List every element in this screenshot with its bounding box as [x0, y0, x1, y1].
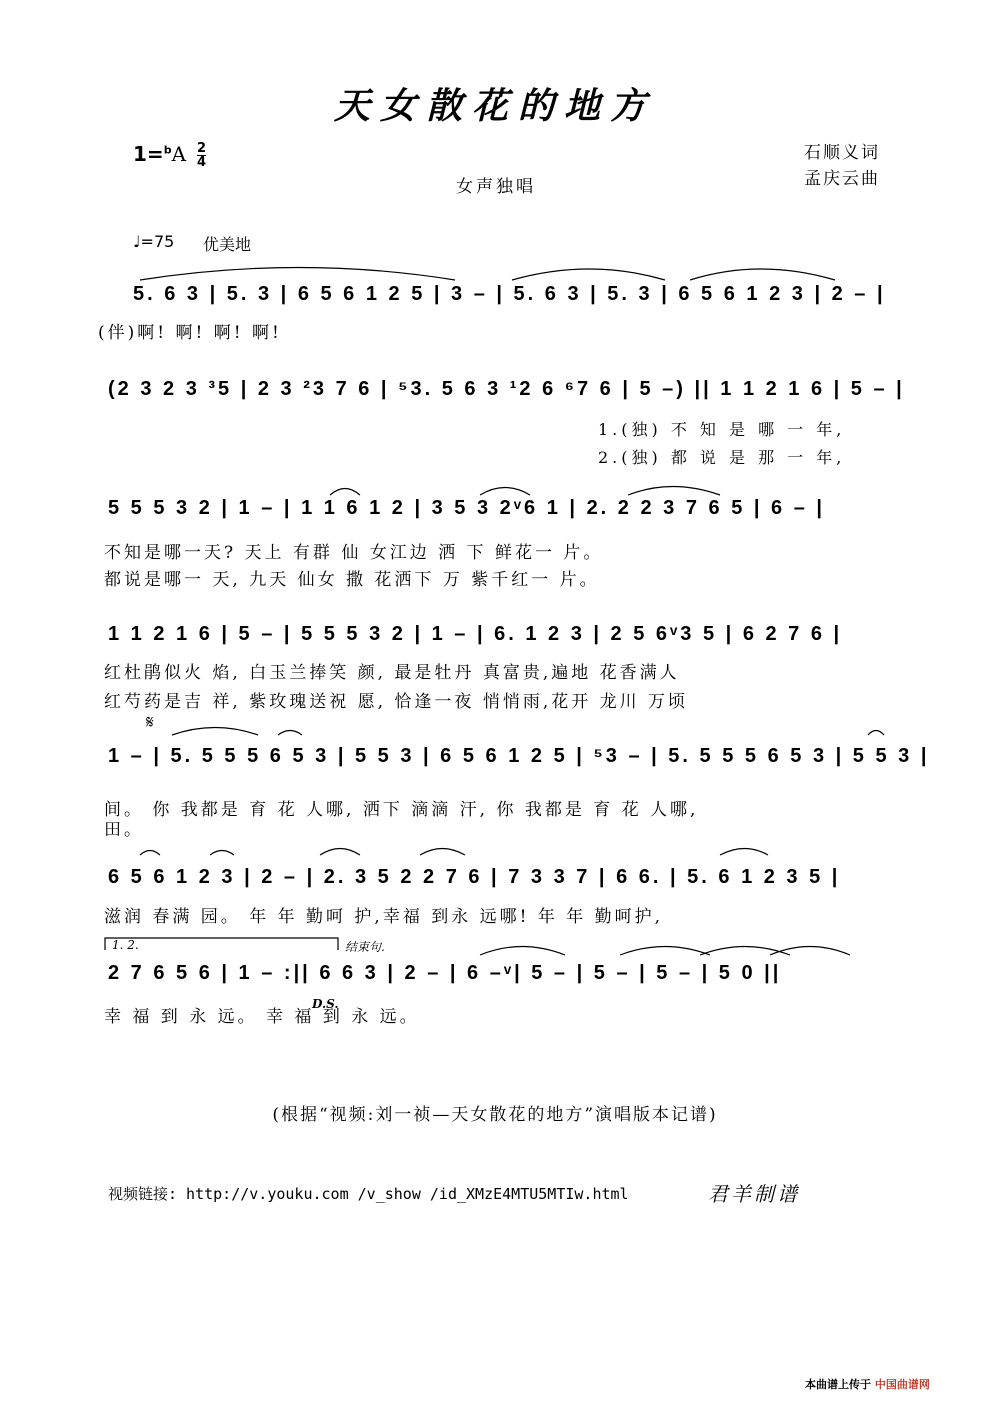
tempo-marking: ♩=75: [133, 232, 175, 251]
slur-arc: [868, 731, 884, 736]
slur-arc: [770, 947, 850, 956]
footer: [805, 1376, 930, 1392]
slur-arc: [420, 849, 465, 856]
footer-text: 本曲谱上传于: [805, 1378, 871, 1391]
slur-arc: [278, 731, 302, 736]
dal-segno-marking: D.S.: [312, 997, 339, 1011]
system-7-notes: 2 7 6 5 6 | 1 – :|| 6 6 3 | 2 – | 6 –ᵛ| 5 – | 5 – | 5 – | 5 0 ||: [108, 962, 782, 984]
segno-sign: 𝄋: [146, 712, 154, 733]
system-2-notes: (2 3 2 3 ³5 | 2 3 ²3 7 6 | ⁵3. 5 6 3 ¹2 6 ⁶7 6 | 5 –) || 1 1 2 1 6 | 5 – |: [108, 378, 905, 400]
meter-top: 2: [196, 141, 207, 156]
system-4-notes: 1 1 2 1 6 | 5 – | 5 5 5 3 2 | 1 – | 6. 1 2 3 | 2 5 6ᵛ3 5 | 6 2 7 6 |: [108, 623, 843, 645]
key-prefix: 1=: [133, 142, 164, 166]
slur-arc: [320, 849, 360, 856]
volta-bracket: [105, 938, 338, 950]
key-note: A: [171, 142, 187, 166]
slur-arc: [172, 728, 258, 736]
flat-sign: b: [163, 143, 172, 157]
volta-label: 1. 2.: [112, 938, 139, 952]
source-note: (根据“视频:刘一祯—天女散花的地方”演唱版本记谱): [272, 1105, 718, 1125]
slur-arc: [628, 487, 720, 496]
slur-arc: [700, 947, 790, 956]
slur-arc: [480, 947, 565, 956]
system-3-lyrics-verse-2: 都说是哪一 天, 九天 仙女 撒 花洒下 万 紫千红一 片。: [104, 570, 600, 590]
slur-arc: [140, 851, 160, 856]
system-4-lyrics-verse-1: 红杜鹃似火 焰, 白玉兰捧笑 颜, 最是牡丹 真富贵,遍地 花香满人: [104, 663, 680, 683]
page-title: 天女散花的地方: [333, 85, 656, 127]
ending-label: 结束句.: [345, 940, 385, 954]
system-2-lyrics-verse-2: 2.(独) 都 说 是 那 一 年,: [598, 448, 846, 467]
slur-arc: [330, 489, 360, 496]
slur-arc: [620, 947, 710, 956]
system-1-notes: 5. 6 3 | 5. 3 | 6 5 6 1 2 5 | 3 – | 5. 6 3 | 5. 3 | 6 5 6 1 2 3 | 2 – |: [133, 283, 886, 305]
system-3-notes: 5 5 5 3 2 | 1 – | 1 1 6 1 2 | 3 5 3 2ᵛ6 1 | 2. 2 2 3 7 6 5 | 6 – |: [108, 497, 825, 519]
slur-arc: [690, 269, 835, 280]
system-5-lyrics-verse-1: 间。 你 我都是 育 花 人哪, 洒下 滴滴 汗, 你 我都是 育 花 人哪,: [104, 800, 699, 820]
slur-arc: [210, 851, 234, 856]
system-4-lyrics-verse-2: 红芍药是吉 祥, 紫玫瑰送祝 愿, 恰逢一夜 悄悄雨,花开 龙川 万顷: [104, 692, 689, 712]
system-5-notes: 1 – | 5. 5 5 5 6 5 3 | 5 5 3 | 6 5 6 1 2 5 | ⁵3 – | 5. 5 5 5 6 5 3 | 5 5 3 |: [108, 745, 930, 767]
system-3-lyrics-verse-1: 不知是哪一天? 天上 有群 仙 女江边 洒 下 鲜花一 片。: [104, 543, 604, 563]
slur-arc: [480, 488, 530, 496]
signature: 君羊制谱: [708, 1182, 800, 1206]
system-6-notes: 6 5 6 1 2 3 | 2 – | 2. 3 5 2 2 7 6 | 7 3 3 7 | 6 6. | 5. 6 1 2 3 5 |: [108, 866, 841, 888]
system-7-lyrics: 幸 福 到 永 远。 幸 福 到 永 远。: [104, 1007, 420, 1027]
system-5-lyrics-verse-2: 田。: [104, 820, 144, 840]
slur-arc: [140, 268, 455, 281]
slur-arc: [720, 849, 768, 856]
lyricist-credit: 石顺义词: [804, 143, 880, 163]
meter-bottom: 4: [196, 155, 207, 170]
footer-brand[interactable]: 中国曲谱网: [874, 1378, 930, 1391]
system-1-lyrics: (伴)啊! 啊! 啊! 啊!: [98, 323, 282, 343]
system-6-lyrics: 滋润 春满 园。 年 年 勤呵 护,幸福 到永 远哪! 年 年 勤呵护,: [104, 907, 664, 927]
performance-type: 女声独唱: [456, 177, 536, 197]
expression-marking: 优美地: [203, 235, 252, 254]
slur-arc: [512, 269, 665, 280]
composer-credit: 孟庆云曲: [804, 169, 880, 189]
video-link[interactable]: 视频链接: http://v.youku.com /v_show /id_XMzE4MTU5MTIw.html: [108, 1185, 629, 1203]
system-2-lyrics-verse-1: 1.(独) 不 知 是 哪 一 年,: [598, 420, 846, 439]
